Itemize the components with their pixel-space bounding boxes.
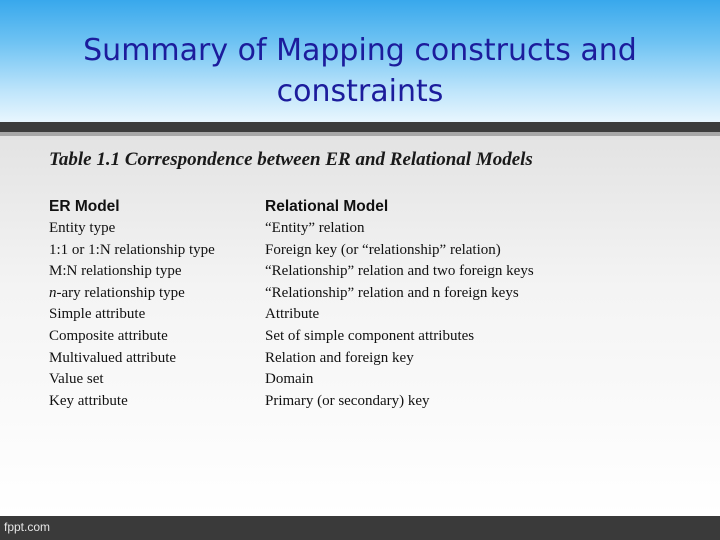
relational-cell: Domain [265,371,314,388]
table-row [49,348,534,370]
er-cell: Simple attribute [49,306,146,323]
header-divider-dark [0,122,720,132]
er-cell: Multivalued attribute [49,349,177,366]
slide-title: Summary of Mapping constructs and constraints [83,33,637,109]
table-row [49,283,534,305]
er-cell: M:N relationship type [49,263,182,280]
er-cell: Value set [49,371,104,388]
er-cell [49,283,265,305]
table-row [49,326,534,348]
mapping-table [49,196,534,412]
relational-cell: “Relationship” relation and n foreign keys [265,284,519,301]
relational-cell: Attribute [265,306,320,323]
slide-header [0,0,720,122]
relational-cell: Foreign key (or “relationship” relation) [265,241,501,258]
table-row [49,369,534,391]
relational-cell: “Relationship” relation and two foreign keys [265,263,534,280]
er-cell: Entity type [49,220,116,236]
column-header-er-model: ER Model [49,198,120,215]
table-row [49,304,534,326]
column-header-relational-model: Relational Model [265,198,389,215]
footer-brand: fppt.com [4,520,51,534]
er-cell: Key attribute [49,392,128,409]
table-row [49,261,534,283]
table-caption: Table 1.1 Correspondence between ER and Relational Models [49,149,533,170]
relational-cell: Primary (or secondary) key [265,392,430,409]
relational-cell: Set of simple component attributes [265,327,475,344]
er-cell: Composite attribute [49,327,168,344]
er-cell: 1:1 or 1:N relationship type [49,241,215,258]
relational-cell: “Entity” relation [265,220,365,236]
nary-prefix: n [49,284,57,301]
table-row [49,391,534,413]
table-header-row [49,196,534,218]
slide-footer [0,516,720,540]
table-row [49,240,534,262]
table-row [49,218,534,240]
nary-rest: -ary relationship type [56,284,185,301]
relational-cell: Relation and foreign key [265,349,414,366]
